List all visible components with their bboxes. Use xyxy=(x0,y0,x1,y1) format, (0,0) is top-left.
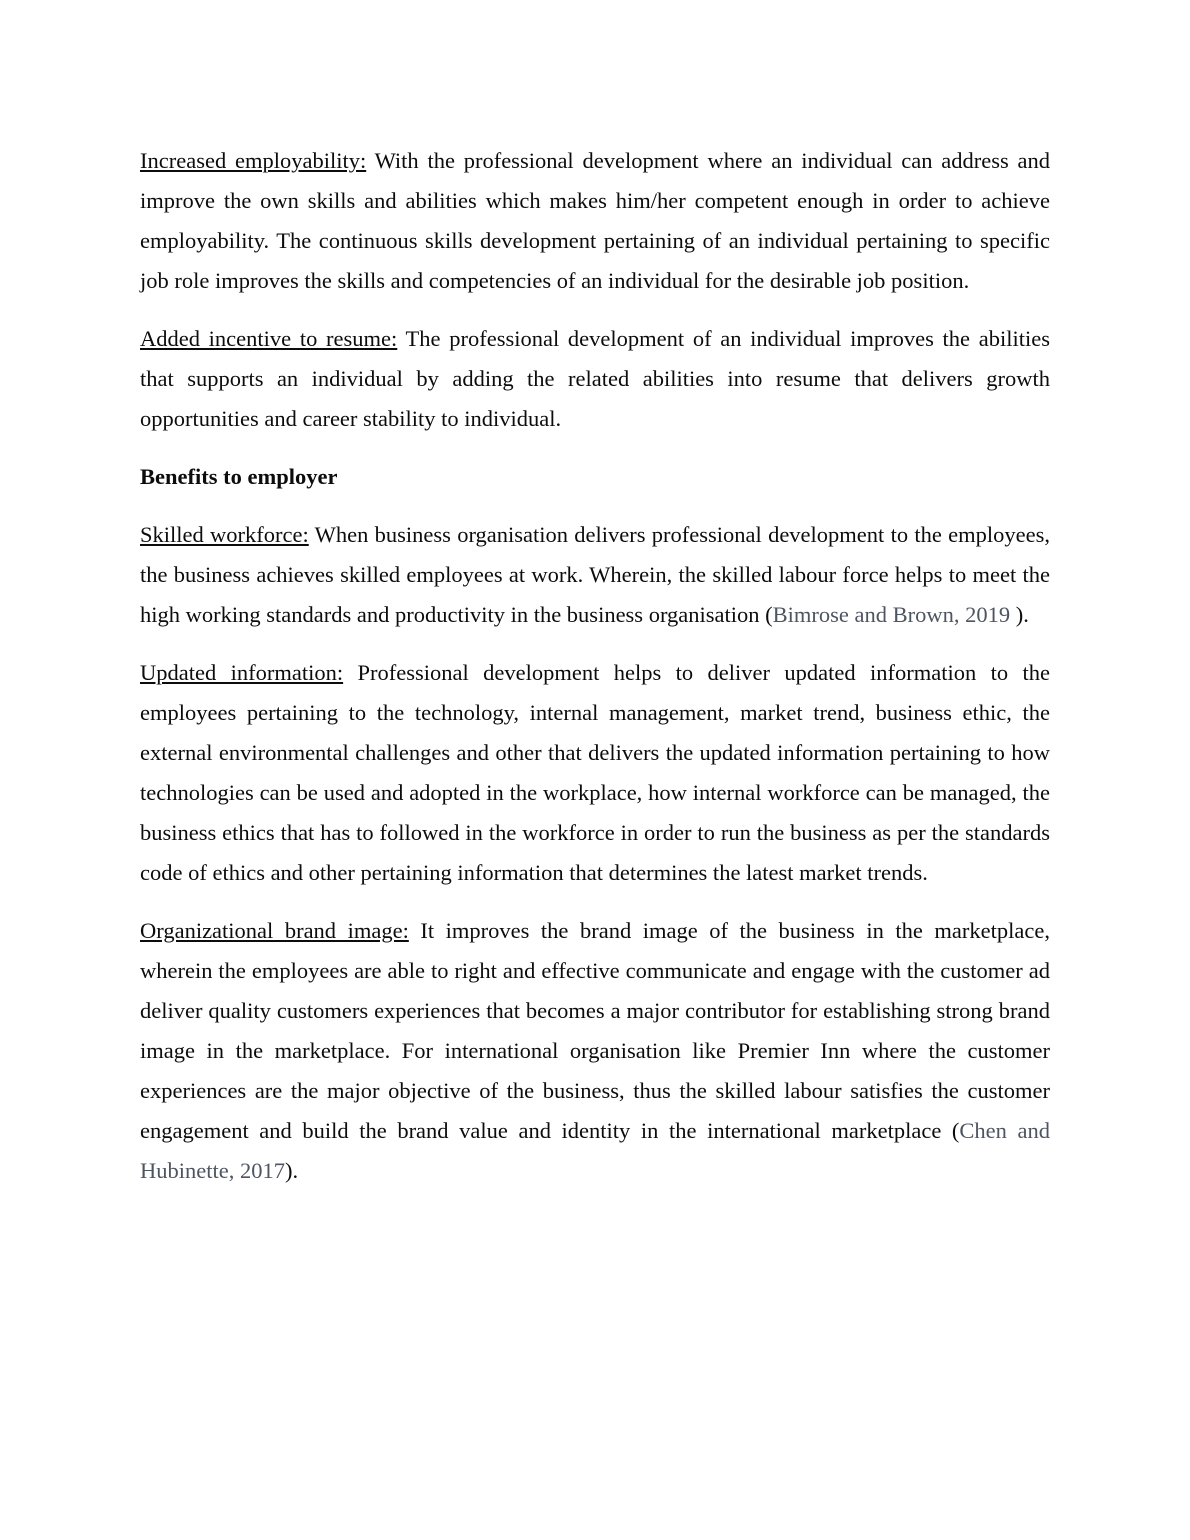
term-updated-information: Updated information: xyxy=(140,660,344,685)
term-added-incentive-to-resume: Added incentive to resume: xyxy=(140,326,398,351)
term-organizational-brand-image: Organizational brand image: xyxy=(140,918,409,943)
paragraph-text: It improves the brand image of the business in the marketplace, wherein the employees are able to right and effective communicate and engage with the customer ad deliver quality customers experiences that becomes a major contributor for establishing strong brand image in the marketplace. For international organisation like Premier Inn where the customer experiences are the major objective of the business, thus the skilled labour satisfies the customer engagement and build the brand value and identity in the international marketplace ( xyxy=(140,918,1050,1143)
paragraph-increased-employability xyxy=(140,141,1050,301)
paragraph-updated-information xyxy=(140,653,1050,893)
paragraph-text: When business organisation delivers professional development to the employees, the business achieves skilled employees at work. Wherein, the skilled labour force helps to meet the high working standards and productivity in the business organisation ( xyxy=(140,522,1050,627)
paragraph-text: The professional development of an individual improves the abilities that supports an individual by adding the related abilities into resume that delivers growth opportunities and career stability to individual. xyxy=(140,326,1050,431)
paragraph-added-incentive-to-resume xyxy=(140,319,1050,439)
paragraph-organizational-brand-image xyxy=(140,911,1050,1191)
paragraph-text: ). xyxy=(1015,602,1029,627)
term-skilled-workforce: Skilled workforce: xyxy=(140,522,309,547)
term-increased-employability: Increased employability: xyxy=(140,148,367,173)
paragraph-skilled-workforce xyxy=(140,515,1050,635)
paragraph-text: ). xyxy=(284,1158,299,1183)
citation-bimrose-brown-2019: Bimrose and Brown, 2019 xyxy=(772,602,1016,627)
paragraph-text: With the professional development where an individual can address and improve the own skills and abilities which makes him/her competent enough in order to achieve employability. The continuous skills development pertaining of an individual pertaining to specific job role improves the skills and competencies of an individual for the desirable job position. xyxy=(140,148,1050,293)
heading-benefits-to-employer: Benefits to employer xyxy=(140,464,338,489)
document-body xyxy=(140,141,1050,1191)
paragraph-text: Professional development helps to deliver updated information to the employees pertaining to the technology, internal management, market trend, business ethic, the external environmental challenges and other that delivers the updated information pertaining to how technologies can be used and adopted in the workplace, how internal workforce can be managed, the business ethics that has to followed in the workforce in order to run the business as per the standards code of ethics and other pertaining information that determines the latest market trends. xyxy=(140,660,1051,885)
citation-chen-hubinette-2017: Chen and Hubinette, 2017 xyxy=(140,1118,1051,1183)
